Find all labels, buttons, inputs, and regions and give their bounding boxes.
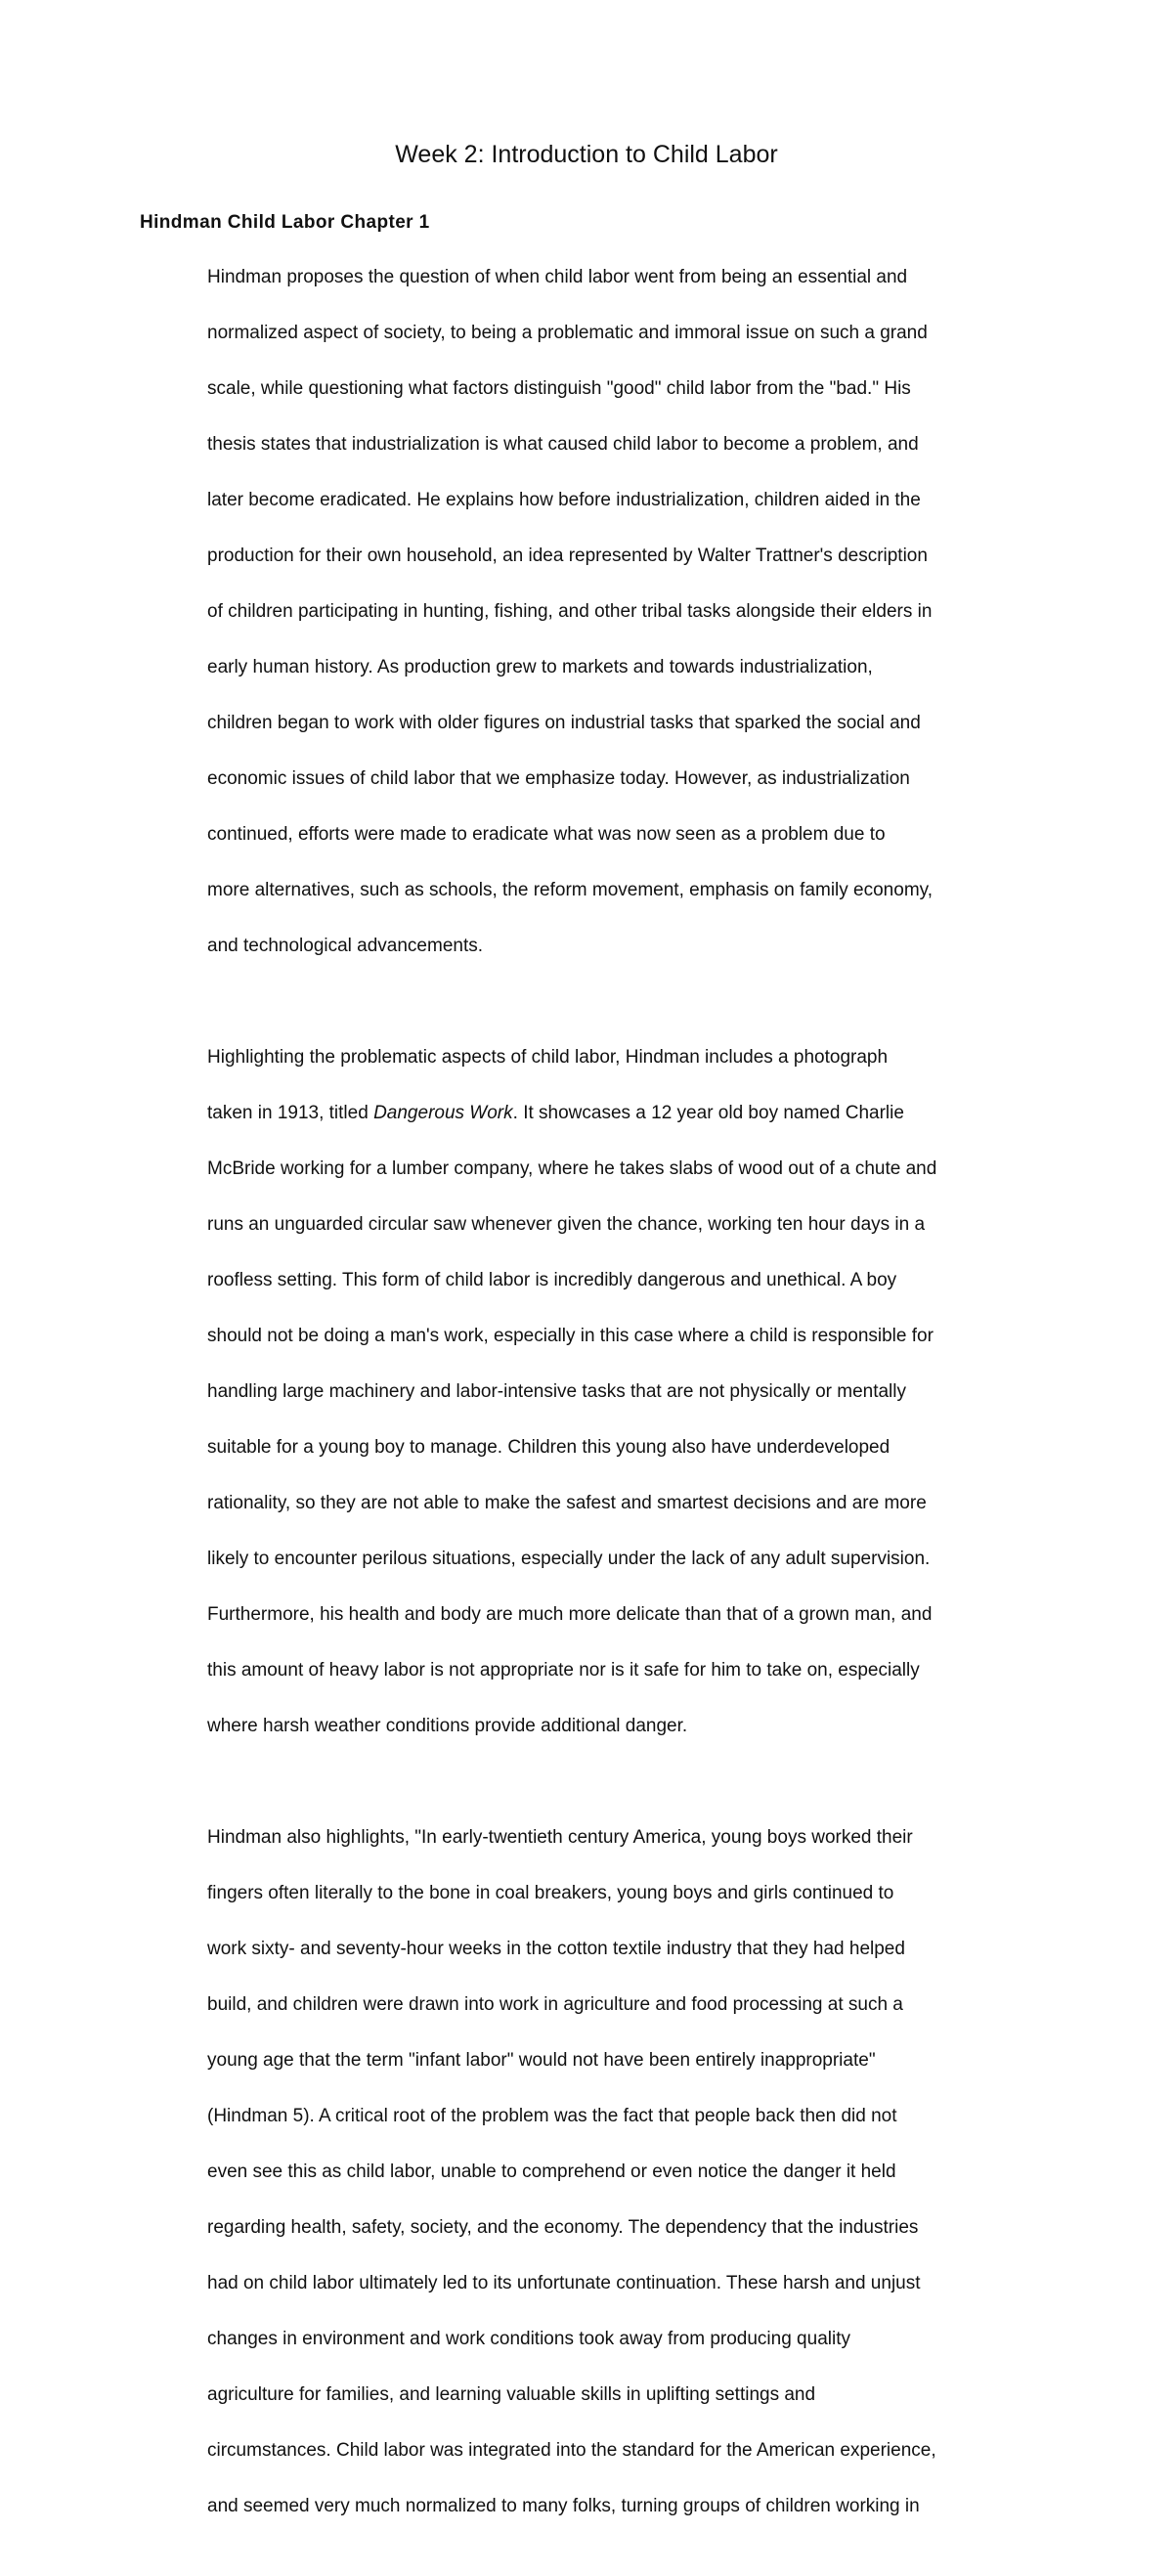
text-line: had on child labor ultimately led to its unfortunate continuation. These harsh and unjust [207,2272,921,2293]
text-line: fingers often literally to the bone in coal breakers, young boys and girls continued to [207,1882,894,1903]
text-line: continued, efforts were made to eradicate what was now seen as a problem due to [207,823,886,845]
text-line: normalized aspect of society, to being a problematic and immoral issue on such a grand [207,322,928,343]
text-line: this amount of heavy labor is not appropriate nor is it safe for him to take on, especially [207,1659,920,1681]
paragraph-3 [207,1796,1048,2549]
text-line: changes in environment and work conditions took away from producing quality [207,2328,850,2349]
text-line: regarding health, safety, society, and the economy. The dependency that the industries [207,2216,919,2238]
paragraph-2 [207,1016,1048,1768]
text-line: and technological advancements. [207,935,484,956]
text-segment: taken in 1913, titled [207,1102,374,1123]
text-segment: . It showcases a 12 year old boy named Charlie [512,1102,904,1123]
text-line: should not be doing a man's work, especially in this case where a child is responsible for [207,1325,934,1346]
text-line: circumstances. Child labor was integrated into the standard for the American experience, [207,2439,936,2461]
text-line: thesis states that industrialization is what caused child labor to become a problem, and [207,433,919,455]
text-line: (Hindman 5). A critical root of the problem was the fact that people back then did not [207,2105,897,2126]
document-body [207,236,1048,2576]
text-line: young age that the term "infant labor" would not have been entirely inappropriate" [207,2049,876,2071]
text-line: economic issues of child labor that we emphasize today. However, as industrialization [207,767,910,789]
text-line: Highlighting the problematic aspects of child labor, Hindman includes a photograph [207,1046,889,1068]
text-line: handling large machinery and labor-intensive tasks that are not physically or mentally [207,1380,906,1402]
text-line: children began to work with older figures on industrial tasks that sparked the social and [207,712,921,733]
section-heading: Hindman Child Labor Chapter 1 [140,212,430,233]
text-line: McBride working for a lumber company, where he takes slabs of wood out of a chute and [207,1157,937,1179]
text-line: more alternatives, such as schools, the reform movement, emphasis on family economy, [207,879,934,900]
document-title: Week 2: Introduction to Child Labor [395,141,778,168]
text-line: rationality, so they are not able to make the safest and smartest decisions and are more [207,1492,927,1513]
text-line: likely to encounter perilous situations, especially under the lack of any adult supervision. [207,1548,931,1569]
text-line: later become eradicated. He explains how before industrialization, children aided in the [207,489,921,510]
text-line: production for their own household, an idea represented by Walter Trattner's description [207,545,928,566]
text-line: agriculture for families, and learning valuable skills in uplifting settings and [207,2383,816,2405]
text-line: and seemed very much normalized to many folks, turning groups of children working in [207,2495,920,2516]
text-line: build, and children were drawn into work in agriculture and food processing at such a [207,1993,903,2015]
text-line: Furthermore, his health and body are much more delicate than that of a grown man, and [207,1603,933,1625]
text-line: Hindman proposes the question of when child labor went from being an essential and [207,266,908,287]
text-line: even see this as child labor, unable to comprehend or even notice the danger it held [207,2161,896,2182]
text-line: Hindman also highlights, "In early-twentieth century America, young boys worked their [207,1826,913,1848]
text-line: where harsh weather conditions provide additional danger. [207,1715,688,1736]
text-line: early human history. As production grew to markets and towards industrialization, [207,656,873,677]
text-line: scale, while questioning what factors distinguish "good" child labor from the "bad." His [207,377,911,399]
text-line [207,1100,1048,1128]
text-line: work sixty- and seventy-hour weeks in the cotton textile industry that they had helped [207,1938,905,1959]
text-line: runs an unguarded circular saw whenever given the chance, working ten hour days in a [207,1213,926,1235]
paragraph-1 [207,236,1048,988]
photo-title: Dangerous Work [373,1102,513,1123]
text-line: roofless setting. This form of child labor is incredibly dangerous and unethical. A boy [207,1269,897,1290]
text-line: of children participating in hunting, fishing, and other tribal tasks alongside their elders in [207,600,933,622]
text-line: suitable for a young boy to manage. Children this young also have underdeveloped [207,1436,891,1458]
